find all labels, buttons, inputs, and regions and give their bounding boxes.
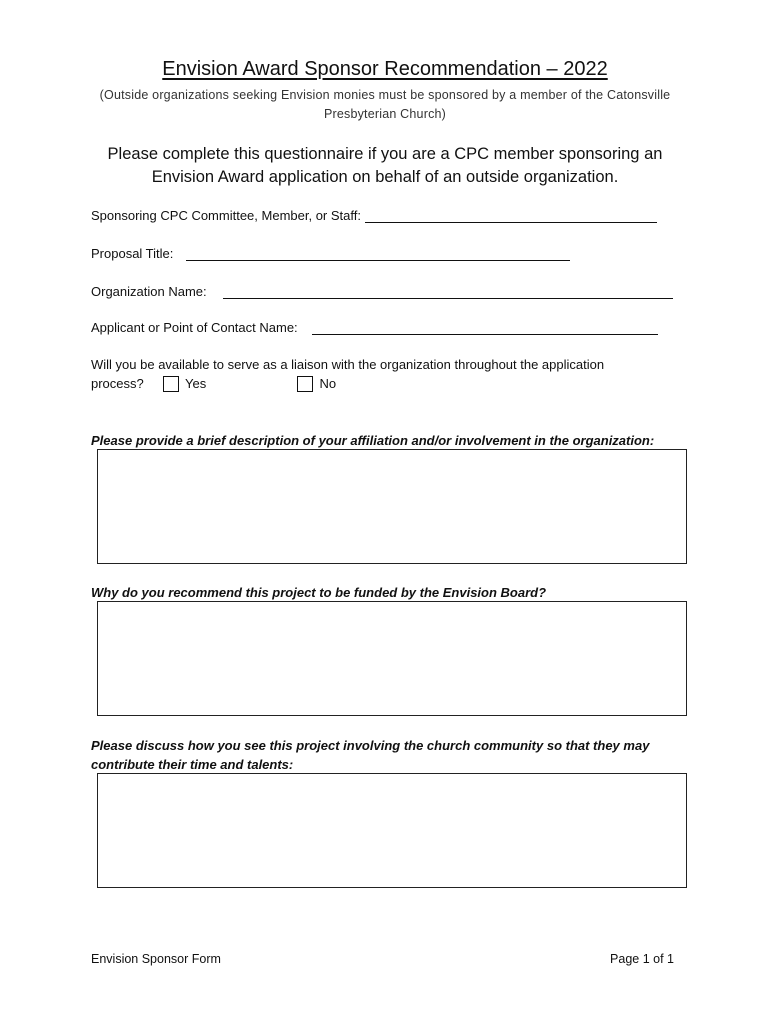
footer-form-name: Envision Sponsor Form <box>91 952 221 966</box>
liaison-question-text: Will you be available to serve as a liaison with the organization throughout the application <box>91 357 605 372</box>
applicant-input-line[interactable] <box>312 320 658 335</box>
document-subtitle: (Outside organizations seeking Envision monies must be sponsored by a member of the Catonsville Presbyterian Church) <box>99 88 671 121</box>
organization-name-label: Organization Name: <box>91 284 207 299</box>
affiliation-prompt: Please provide a brief description of your affiliation and/or involvement in the organization: <box>91 433 655 448</box>
liaison-question-continued: process? <box>91 376 144 391</box>
yes-checkbox[interactable] <box>163 376 179 392</box>
community-textbox[interactable] <box>97 773 687 888</box>
sponsor-input-line[interactable] <box>365 208 657 223</box>
sponsor-label: Sponsoring CPC Committee, Member, or Staff: <box>91 208 361 223</box>
yes-label: Yes <box>185 376 207 391</box>
recommend-textbox[interactable] <box>97 601 687 716</box>
no-checkbox[interactable] <box>297 376 313 392</box>
proposal-title-input-line[interactable] <box>186 246 570 261</box>
affiliation-textbox[interactable] <box>97 449 687 564</box>
recommend-prompt: Why do you recommend this project to be funded by the Envision Board? <box>91 585 547 600</box>
no-label: No <box>319 376 337 391</box>
organization-name-field <box>91 281 673 299</box>
proposal-title-label: Proposal Title: <box>91 246 174 261</box>
document-title: Envision Award Sponsor Recommendation – 2022 <box>162 58 608 80</box>
liaison-question <box>91 355 691 393</box>
community-prompt: Please discuss how you see this project involving the church community so that they may contribute their time and talents: <box>91 738 650 772</box>
footer-page-number: Page 1 of 1 <box>610 952 674 966</box>
applicant-field <box>91 317 658 335</box>
instruction-text: Please complete this questionnaire if you are a CPC member sponsoring an Envision Award application on behalf of an outside organization. <box>107 145 663 186</box>
liaison-options <box>91 374 691 393</box>
organization-name-input-line[interactable] <box>223 284 673 299</box>
applicant-label: Applicant or Point of Contact Name: <box>91 320 298 335</box>
sponsor-field <box>91 205 657 223</box>
proposal-title-field <box>91 243 570 261</box>
